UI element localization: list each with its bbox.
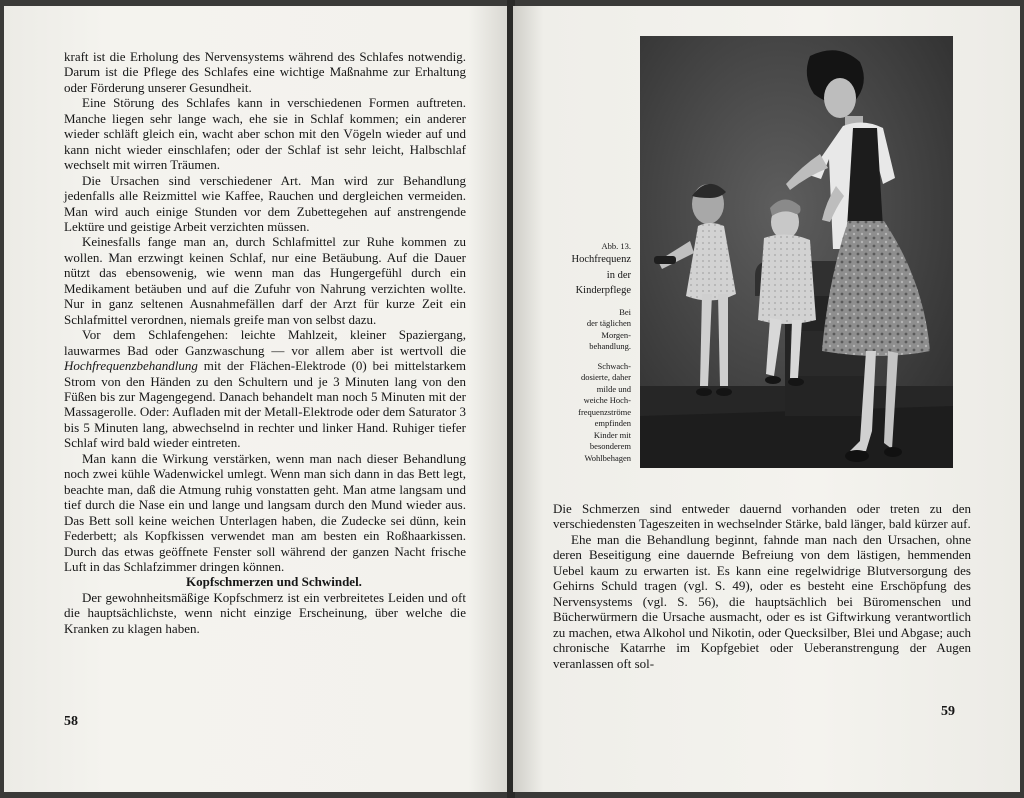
caption-line: Bei (619, 306, 631, 317)
caption-line: frequenzströme (578, 406, 631, 417)
caption-line: Kinderpflege (575, 285, 631, 296)
left-page (4, 6, 509, 792)
paragraph: Der gewohnheitsmäßige Kopfschmerz ist ein verbreitetes Leiden und oft die hauptsächlichste, wenn nicht einzige Erscheinung, über welche die Kranken zu klagen haben. (64, 589, 466, 636)
emphasis-term: Hochfrequenzbehandlung (64, 358, 198, 374)
paragraph-text: Vor dem Schlafengehen: leichte Mahlzeit, kleiner Spaziergang, lauwarmes Bad oder Ganzwaschung — vor allem aber ist wertvoll die (64, 327, 466, 358)
paragraph: Keinesfalls fange man an, durch Schlafmittel zur Ruhe kommen zu wollen. Man erzwingt keinen Schlaf, nur eine Betäubung. Auf die Dauer nützt das ebensowenig, wie wenn man das Hungergefühl durch ein Medikament betäuben und auf die Zufuhr von Nahrung verzichten wollte. Nur in ganz seltenen Ausnahmefällen darf der Arzt für kurze Zeit ein Schlafmittel verordnen, niemals greife man von selbst dazu. (64, 234, 466, 327)
section-heading: Kopfschmerzen und Schwindel. (186, 574, 362, 590)
paragraph: Man kann die Wirkung verstärken, wenn man nach dieser Behandlung noch zwei kühle Wadenwickel umlegt. Wenn man sich dann in das Bett legt, beachte man, daß die Atmung ruhig vonstatten geht. Man atme langsam und tief durch die Nase ein und lange und langsam durch den Mund wieder aus. Das Bett soll keine weichen Unterlagen haben, die Zudecke sei dünn, kein Federbett; als Kopfkissen verwendet man am besten ein Roßhaarkissen. Durch das etwas geöffnete Fenster soll während der ganzen Nacht frische Luft in das Schlafzimmer dringen können. (64, 450, 466, 574)
caption-line: Schwach- (597, 360, 631, 371)
caption-line: behandlung. (589, 341, 631, 351)
caption-line: in der (606, 269, 631, 281)
paragraph: Die Ursachen sind verschiedener Art. Man wird zur Behandlung jedenfalls alle Reizmittel wie Kaffee, Rauchen und dergleichen vermeiden. Man wird auch einige Stunden vor dem Zubettegehen auf anstrengende Lektüre und geistige Arbeit verzichten müssen. (64, 172, 466, 234)
figure-note (531, 361, 631, 465)
caption-line: Kinder mit (593, 429, 631, 440)
left-page-body (64, 49, 466, 636)
paragraph: Eine Störung des Schlafes kann in verschiedenen Formen auftreten. Manche liegen sehr lange wach, ehe sie in Schlaf kommen; ein anderer wieder schläft gleich ein, wacht aber schon mit den Vögeln wieder auf und kann nicht wieder einschlafen; oder der Schlaf ist sehr leicht, Halbschlaf wechselt mit wirren Träumen. (64, 95, 466, 173)
paragraph-text: mit der Flächen-Elektrode (0) bei mittelstarkem Strom von den Händen zu den Schultern und je 3 Minuten lang von den Füßen bis zur Magengegend. Danach behandelt man noch 5 Minuten mit der Massagerolle. Oder: Aufladen mit der Metall-Elektrode oder dem Saturator 3 bis 5 Minuten lang, abwechselnd in rechter und linker Hand. Ruhiger tiefer Schlaf wird bald wieder eintreten. (64, 358, 466, 451)
page-number: 58 (64, 714, 78, 729)
caption-line: besonderem (589, 441, 631, 451)
caption-line: Wohlbehagen (584, 452, 631, 463)
right-page-body (553, 501, 971, 671)
photograph (640, 36, 953, 468)
page-number: 59 (941, 704, 955, 719)
caption-line: dosierte, daher (580, 372, 631, 382)
right-page (513, 6, 1020, 792)
figure-number: Abb. 13. (601, 241, 631, 251)
figure-note (531, 307, 631, 353)
paragraph: Die Schmerzen sind entweder dauernd vorhanden oder treten zu den verschiedensten Tageszeiten in wechselnder Stärke, bald länger, bald kürzer auf. (553, 501, 971, 532)
caption-line: Hochfrequenz (571, 254, 631, 265)
paragraph: Ehe man die Behandlung beginnt, fahnde man nach den Ursachen, ohne deren Beseitigung eine dauernde Befreiung von dem lästigen, hemmenden Uebel kaum zu erwarten ist. Es kann eine regelwidrige Blutversorgung des Gehirns Schuld tragen (vgl. S. 49), oder es besteht eine Erschöpfung des Nervensystems (vgl. S. 56), die hauptsächlich bei Büromenschen und Bücherwürmern die Ursache ausmacht, oder es ist Giftwirkung verantwortlich zu machen, etwa Alkohol und Nikotin, oder Quecksilber, Blei und Abgase; auch chronische Katarrhe im Kopfgebiet oder Ueberanstrengung der Augen veranlassen oft sol- (553, 531, 971, 671)
caption-line: weiche Hoch- (583, 395, 631, 405)
figure-title (531, 252, 631, 299)
caption-line: der täglichen (586, 318, 631, 328)
paragraph: kraft ist die Erholung des Nervensystems während des Schlafes notwendig. Darum ist die Pflege des Schlafes eine wichtige Maßnahme zur Erhaltung oder Förderung unserer Gesundheit. (64, 49, 466, 95)
figure-caption (531, 240, 631, 472)
caption-line: Morgen- (601, 329, 631, 340)
paragraph (64, 327, 466, 451)
caption-line: milde und (596, 383, 631, 394)
caption-line: empfinden (594, 418, 631, 428)
